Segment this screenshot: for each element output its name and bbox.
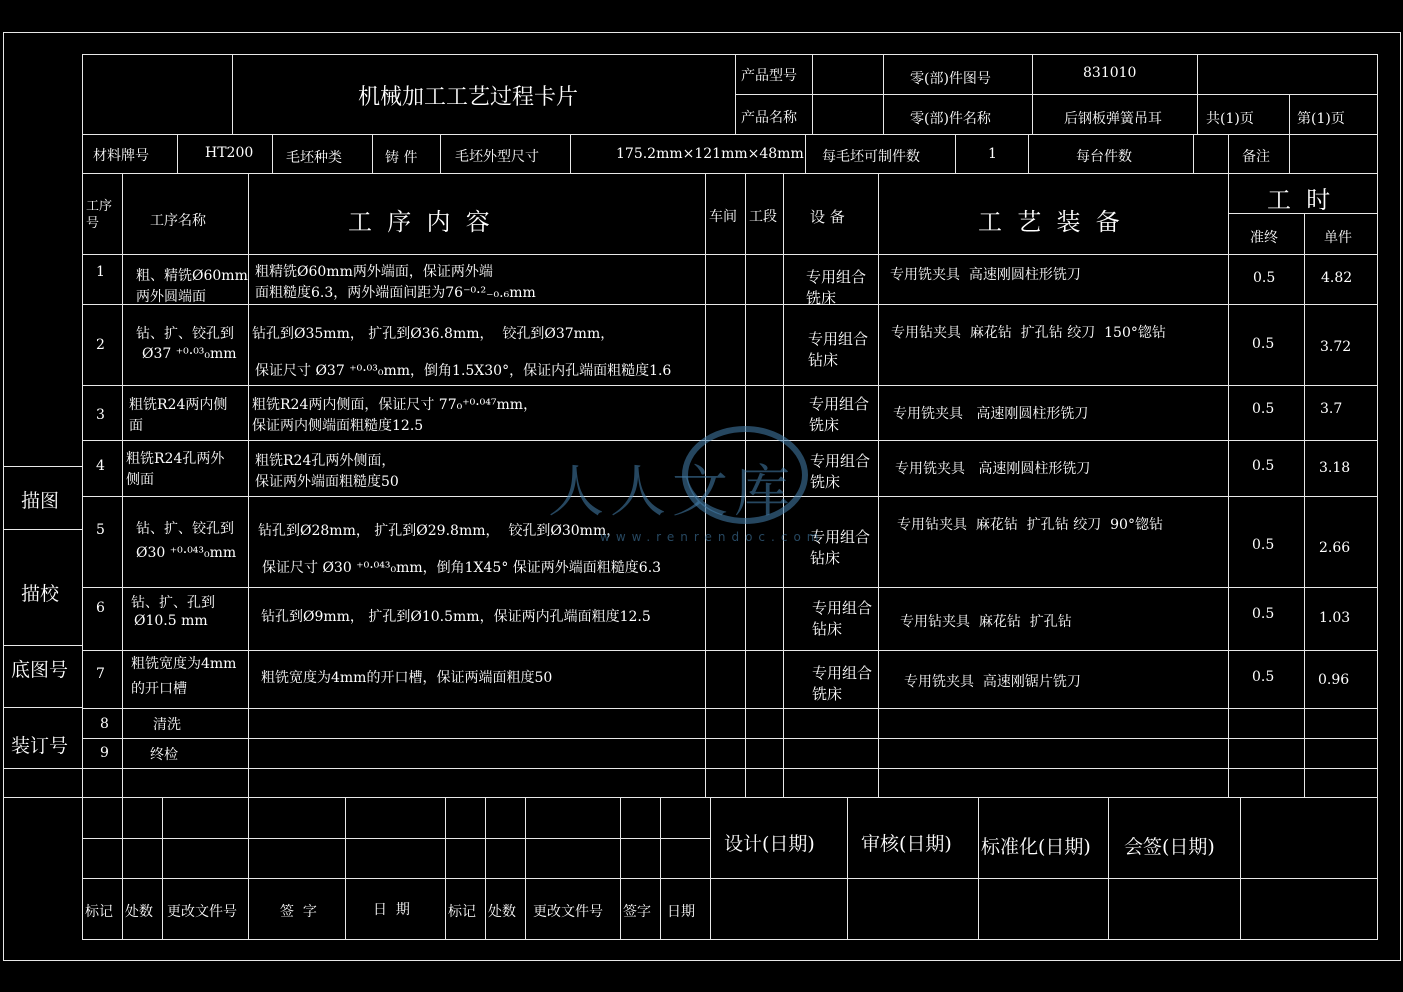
per-blank-value: 1 bbox=[988, 146, 997, 162]
step-no: 5 bbox=[96, 522, 105, 538]
col-step-no: 工序号 bbox=[86, 199, 113, 231]
blank-size-label: 毛坯外型尺寸 bbox=[455, 149, 539, 165]
col-equipment: 设 备 bbox=[810, 208, 845, 226]
side-label-base-drawing: 底图号 bbox=[11, 659, 69, 681]
product-name-label: 产品名称 bbox=[741, 110, 797, 126]
step-tooling: 专用钻夹具 麻花钻 扩孔钻 绞刀 150°锪钻 bbox=[891, 325, 1166, 341]
step-equipment: 专用组合 bbox=[806, 268, 867, 286]
footer-date-2: 日期 bbox=[667, 904, 695, 920]
col-step-name: 工序名称 bbox=[150, 213, 206, 229]
blank-type-label: 毛坯种类 bbox=[286, 150, 342, 166]
step-no: 9 bbox=[100, 745, 109, 761]
per-unit-label: 每台件数 bbox=[1076, 149, 1132, 165]
step-no: 6 bbox=[96, 600, 105, 616]
step-tooling: 专用铣夹具 高速刚锯片铣刀 bbox=[904, 674, 1081, 690]
step-content: 粗精铣Ø60mm两外端面，保证两外端 bbox=[255, 264, 493, 280]
watermark-text: 人人文库 bbox=[548, 460, 796, 525]
blank-size-value: 175.2mm×121mm×48mm bbox=[616, 146, 804, 162]
step-prep-time: 0.5 bbox=[1252, 669, 1275, 685]
page-title: 机械加工工艺过程卡片 bbox=[358, 85, 579, 110]
footer-mark-2: 标记 bbox=[448, 904, 476, 920]
part-no-label: 零(部)件图号 bbox=[910, 71, 991, 87]
footer-change-doc-2: 更改文件号 bbox=[533, 904, 603, 920]
step-name: Ø30 ⁺⁰·⁰⁴³₀mm bbox=[136, 545, 237, 561]
step-name: 清洗 bbox=[153, 717, 181, 733]
footer-count: 处数 bbox=[125, 904, 153, 920]
step-content: 保证两外端面粗糙度50 bbox=[255, 474, 399, 490]
step-name: 侧面 bbox=[126, 472, 154, 488]
step-name: 终检 bbox=[150, 747, 178, 763]
step-equipment: 钻床 bbox=[808, 351, 839, 369]
step-equipment: 铣床 bbox=[809, 416, 840, 434]
step-unit-time: 2.66 bbox=[1319, 540, 1351, 556]
step-unit-time: 0.96 bbox=[1318, 672, 1350, 688]
step-equipment: 钻床 bbox=[812, 620, 843, 638]
footer-sign-2: 签字 bbox=[623, 904, 651, 920]
step-name: 粗铣R24两内侧 bbox=[129, 397, 228, 413]
step-name: 两外圆端面 bbox=[136, 289, 206, 305]
step-tooling: 专用钻夹具 麻花钻 扩孔钻 绞刀 90°锪钻 bbox=[897, 517, 1163, 533]
step-equipment: 铣床 bbox=[812, 685, 843, 703]
step-name: 钻、扩、铰孔到 bbox=[136, 326, 234, 342]
step-equipment: 铣床 bbox=[806, 289, 837, 307]
step-content: 保证尺寸 Ø30 ⁺⁰·⁰⁴³₀mm，倒角1X45° 保证两外端面粗糙度6.3 bbox=[262, 560, 662, 576]
footer-count-2: 处数 bbox=[488, 904, 516, 920]
step-name: Ø37 ⁺⁰·⁰³₀mm bbox=[142, 346, 237, 362]
step-tooling: 专用钻夹具 麻花钻 扩孔钻 bbox=[900, 614, 1072, 630]
step-content: 粗铣R24孔两外侧面， bbox=[255, 453, 396, 469]
step-equipment: 专用组合 bbox=[809, 395, 870, 413]
step-no: 1 bbox=[96, 264, 105, 280]
step-no: 3 bbox=[96, 407, 105, 423]
step-content: 保证尺寸 Ø37 ⁺⁰·⁰³₀mm，倒角1.5X30°，保证内孔端面粗糙度1.6 bbox=[255, 363, 672, 379]
step-unit-time: 1.03 bbox=[1319, 610, 1351, 626]
step-no: 8 bbox=[100, 716, 109, 732]
step-prep-time: 0.5 bbox=[1252, 458, 1275, 474]
footer-change-doc: 更改文件号 bbox=[167, 904, 237, 920]
step-content: 粗铣宽度为4mm的开口槽，保证两端面粗度50 bbox=[261, 670, 553, 686]
footer-sign: 签 字 bbox=[280, 904, 317, 920]
material-label: 材料牌号 bbox=[93, 148, 149, 164]
step-content: 面粗糙度6.3，两外端面间距为76⁻⁰·²₋₀.₆mm bbox=[255, 285, 536, 301]
step-name: Ø10.5 mm bbox=[134, 613, 208, 629]
total-pages: 共(1)页 bbox=[1206, 111, 1254, 127]
step-prep-time: 0.5 bbox=[1252, 401, 1275, 417]
step-tooling: 专用铣夹具 高速刚圆柱形铣刀 bbox=[893, 406, 1089, 422]
step-equipment: 专用组合 bbox=[812, 664, 873, 682]
step-name: 的开口槽 bbox=[131, 681, 187, 697]
step-unit-time: 3.72 bbox=[1320, 339, 1352, 355]
part-no-value: 831010 bbox=[1083, 65, 1137, 81]
footer-review: 审核(日期) bbox=[861, 833, 952, 855]
step-equipment: 铣床 bbox=[810, 473, 841, 491]
col-tooling: 工 艺 装 备 bbox=[978, 208, 1120, 236]
step-content: 粗铣R24两内侧面，保证尺寸 77₀⁺⁰·⁰⁴⁷mm， bbox=[252, 397, 538, 413]
part-name-value: 后钢板弹簧吊耳 bbox=[1064, 111, 1162, 127]
step-prep-time: 0.5 bbox=[1252, 336, 1275, 352]
step-no: 4 bbox=[96, 458, 105, 474]
remarks-label: 备注 bbox=[1242, 149, 1270, 165]
step-unit-time: 4.82 bbox=[1321, 270, 1353, 286]
step-prep-time: 0.5 bbox=[1253, 270, 1276, 286]
watermark-url: www.renrendoc.com bbox=[600, 530, 825, 544]
step-name: 粗、精铣Ø60mm bbox=[136, 268, 248, 284]
footer-design: 设计(日期) bbox=[724, 833, 815, 855]
step-name: 钻、扩、孔到 bbox=[131, 595, 215, 611]
step-tooling: 专用铣夹具 高速刚圆柱形铣刀 bbox=[895, 461, 1091, 477]
footer-mark: 标记 bbox=[85, 904, 113, 920]
step-content: 钻孔到Ø35mm， 扩孔到Ø36.8mm， 铰孔到Ø37mm， bbox=[252, 326, 615, 342]
step-tooling: 专用铣夹具 高速刚圆柱形铣刀 bbox=[890, 267, 1081, 283]
blank-type-value: 铸 件 bbox=[385, 150, 418, 166]
col-section: 工段 bbox=[749, 209, 777, 225]
col-unit: 单件 bbox=[1324, 230, 1352, 246]
step-equipment: 专用组合 bbox=[808, 330, 869, 348]
step-unit-time: 3.18 bbox=[1319, 460, 1351, 476]
material-value: HT200 bbox=[205, 145, 254, 161]
step-equipment: 钻床 bbox=[810, 549, 841, 567]
footer-countersign: 会签(日期) bbox=[1124, 836, 1215, 858]
step-equipment: 专用组合 bbox=[810, 528, 871, 546]
step-no: 2 bbox=[96, 337, 105, 353]
per-blank-label: 每毛坯可制件数 bbox=[822, 149, 920, 165]
side-label-binding: 装订号 bbox=[11, 735, 69, 757]
col-workshop: 车间 bbox=[709, 209, 737, 225]
step-prep-time: 0.5 bbox=[1252, 606, 1275, 622]
side-label-trace-check: 描校 bbox=[21, 583, 60, 605]
step-equipment: 专用组合 bbox=[812, 599, 873, 617]
step-content: 钻孔到Ø28mm， 扩孔到Ø29.8mm， 铰孔到Ø30mm， bbox=[258, 523, 621, 539]
col-prep: 准终 bbox=[1250, 230, 1278, 246]
step-content: 钻孔到Ø9mm， 扩孔到Ø10.5mm，保证两内孔端面粗度12.5 bbox=[261, 609, 651, 625]
side-label-trace: 描图 bbox=[21, 490, 60, 512]
col-content: 工 序 内 容 bbox=[348, 208, 490, 236]
page-number: 第(1)页 bbox=[1297, 111, 1345, 127]
col-hours: 工 时 bbox=[1267, 186, 1331, 214]
footer-date: 日 期 bbox=[373, 902, 410, 918]
step-prep-time: 0.5 bbox=[1252, 537, 1275, 553]
step-name: 粗铣R24孔两外 bbox=[126, 451, 225, 467]
step-equipment: 专用组合 bbox=[810, 452, 871, 470]
step-name: 面 bbox=[129, 418, 143, 434]
step-name: 钻、扩、铰孔到 bbox=[136, 521, 234, 537]
step-content: 保证两内侧端面粗糙度12.5 bbox=[252, 418, 424, 434]
part-name-label: 零(部)件名称 bbox=[910, 111, 991, 127]
product-model-label: 产品型号 bbox=[741, 68, 797, 84]
step-no: 7 bbox=[96, 666, 105, 682]
step-name: 粗铣宽度为4mm bbox=[131, 656, 237, 672]
footer-standard: 标准化(日期) bbox=[981, 836, 1091, 858]
step-unit-time: 3.7 bbox=[1320, 401, 1343, 417]
